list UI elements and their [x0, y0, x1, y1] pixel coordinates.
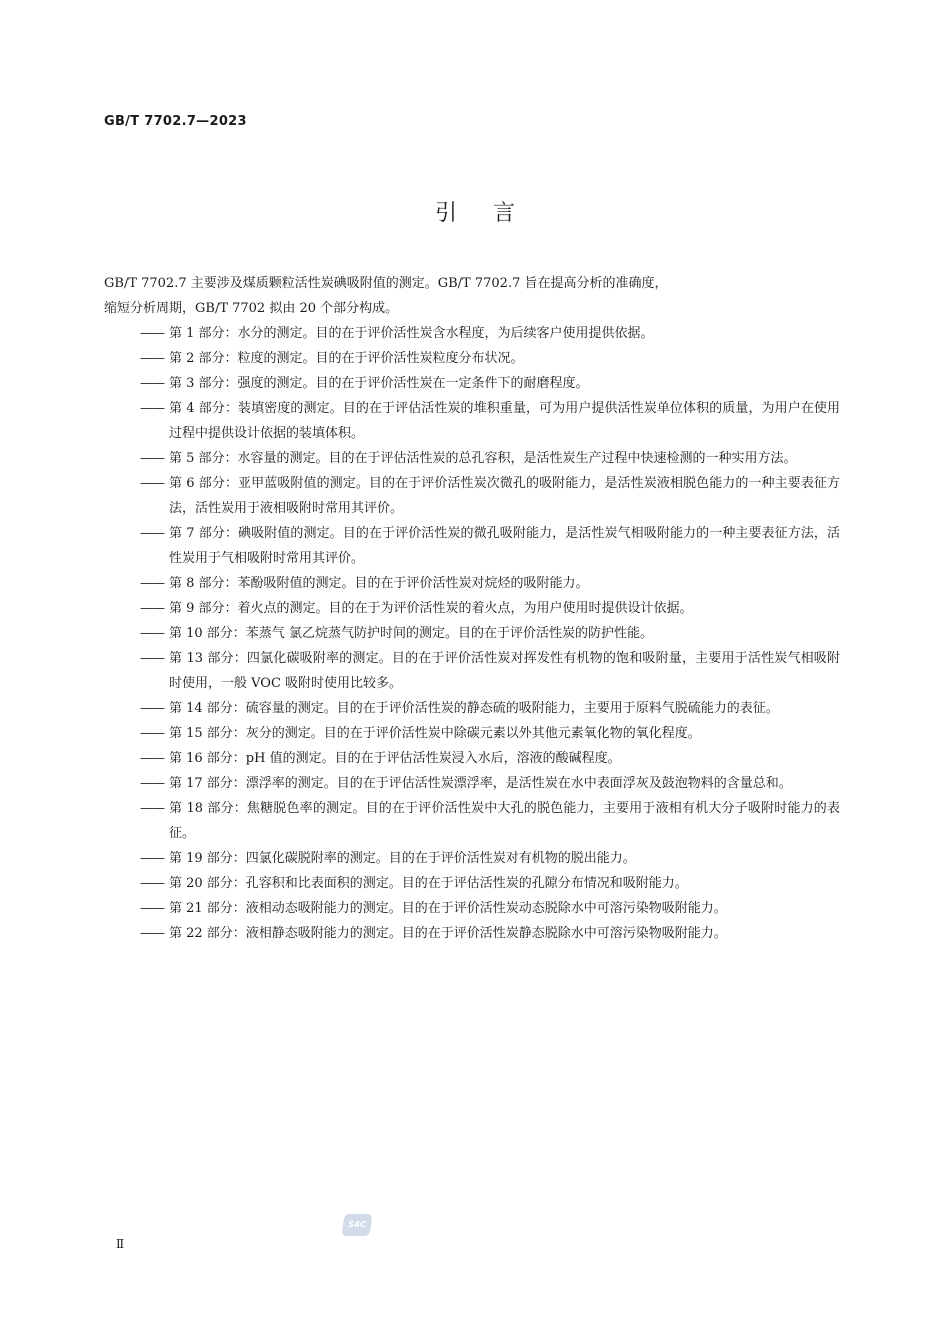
- part-description: 第 6 部分：亚甲蓝吸附值的测定。目的在于评价活性炭次微孔的吸附能力，是活性炭液相脱色能力的一种主要表征方法，活性炭用于液相吸附时常用其评价。: [169, 476, 840, 516]
- part-description: 第 10 部分：苯蒸气 氯乙烷蒸气防护时间的测定。目的在于评价活性炭的防护性能。: [169, 626, 653, 641]
- part-list-item: [140, 596, 840, 621]
- part-list-item: [140, 346, 840, 371]
- intro-line-1: GB/T 7702.7 主要涉及煤质颗粒活性炭碘吸附值的测定。GB/T 7702.7 旨在提高分析的准确度，: [104, 276, 668, 291]
- part-description: 第 16 部分：pH 值的测定。目的在于评估活性炭浸入水后，溶液的酸碱程度。: [169, 751, 621, 766]
- em-dash-marker: ——: [140, 701, 164, 716]
- em-dash-marker: ——: [140, 801, 164, 816]
- part-list-item: [140, 646, 840, 696]
- intro-paragraph: [104, 271, 840, 321]
- part-list-item: [140, 521, 840, 571]
- part-description: 第 4 部分：装填密度的测定。目的在于评估活性炭的堆积重量，可为用户提供活性炭单位体积的质量，为用户在使用过程中提供设计依据的装填体积。: [169, 401, 840, 441]
- part-list-item: [140, 371, 840, 396]
- part-description: 第 17 部分：漂浮率的测定。目的在于评估活性炭漂浮率，是活性炭在水中表面浮灰及鼓泡物料的含量总和。: [169, 776, 792, 791]
- part-list-item: [140, 771, 840, 796]
- page-number: Ⅱ: [116, 1237, 125, 1251]
- standard-code-header: GB/T 7702.7—2023: [104, 114, 247, 129]
- part-list-item: [140, 846, 840, 871]
- part-description: 第 18 部分：焦糖脱色率的测定。目的在于评价活性炭中大孔的脱色能力，主要用于液相有机大分子吸附时能力的表征。: [169, 801, 840, 841]
- em-dash-marker: ——: [140, 326, 164, 341]
- part-list-item: [140, 696, 840, 721]
- parts-list: [140, 321, 840, 946]
- part-description: 第 19 部分：四氯化碳脱附率的测定。目的在于评价活性炭对有机物的脱出能力。: [169, 851, 636, 866]
- part-list-item: [140, 571, 840, 596]
- em-dash-marker: ——: [140, 651, 164, 666]
- part-list-item: [140, 471, 840, 521]
- em-dash-marker: ——: [140, 401, 164, 416]
- em-dash-marker: ——: [140, 451, 164, 466]
- em-dash-marker: ——: [140, 526, 164, 541]
- em-dash-marker: ——: [140, 726, 164, 741]
- part-description: 第 21 部分：液相动态吸附能力的测定。目的在于评价活性炭动态脱除水中可溶污染物吸附能力。: [169, 901, 727, 916]
- part-list-item: [140, 921, 840, 946]
- part-description: 第 14 部分：硫容量的测定。目的在于评价活性炭的静态硫的吸附能力，主要用于原料气脱硫能力的表征。: [169, 701, 779, 716]
- part-list-item: [140, 396, 840, 446]
- em-dash-marker: ——: [140, 601, 164, 616]
- part-description: 第 9 部分：着火点的测定。目的在于为评价活性炭的着火点，为用户使用时提供设计依据。: [169, 601, 693, 616]
- document-body: [104, 271, 840, 946]
- part-description: 第 1 部分：水分的测定。目的在于评价活性炭含水程度，为后续客户使用提供依据。: [169, 326, 654, 341]
- em-dash-marker: ——: [140, 901, 164, 916]
- part-description: 第 2 部分：粒度的测定。目的在于评价活性炭粒度分布状况。: [169, 351, 524, 366]
- em-dash-marker: ——: [140, 776, 164, 791]
- em-dash-marker: ——: [140, 376, 164, 391]
- part-description: 第 7 部分：碘吸附值的测定。目的在于评价活性炭的微孔吸附能力，是活性炭气相吸附能力的一种主要表征方法，活性炭用于气相吸附时常用其评价。: [169, 526, 840, 566]
- part-description: 第 13 部分：四氯化碳吸附率的测定。目的在于评价活性炭对挥发性有机物的饱和吸附量，主要用于活性炭气相吸附时使用，一般 VOC 吸附时使用比较多。: [169, 651, 840, 691]
- part-list-item: [140, 721, 840, 746]
- page-title: 引言: [434, 201, 551, 226]
- part-list-item: [140, 621, 840, 646]
- part-description: 第 20 部分：孔容积和比表面积的测定。目的在于评估活性炭的孔隙分布情况和吸附能力。: [169, 876, 688, 891]
- em-dash-marker: ——: [140, 751, 164, 766]
- intro-line-2: 缩短分析周期，GB/T 7702 拟由 20 个部分构成。: [104, 301, 399, 316]
- part-description: 第 15 部分：灰分的测定。目的在于评价活性炭中除碳元素以外其他元素氧化物的氧化程度。: [169, 726, 701, 741]
- em-dash-marker: ——: [140, 576, 164, 591]
- part-list-item: [140, 796, 840, 846]
- part-list-item: [140, 896, 840, 921]
- em-dash-marker: ——: [140, 876, 164, 891]
- em-dash-marker: ——: [140, 626, 164, 641]
- part-description: 第 3 部分：强度的测定。目的在于评价活性炭在一定条件下的耐磨程度。: [169, 376, 589, 391]
- em-dash-marker: ——: [140, 476, 164, 491]
- sac-logo-watermark: SAC: [341, 1214, 372, 1236]
- em-dash-marker: ——: [140, 851, 164, 866]
- part-list-item: [140, 871, 840, 896]
- part-description: 第 22 部分：液相静态吸附能力的测定。目的在于评价活性炭静态脱除水中可溶污染物吸附能力。: [169, 926, 727, 941]
- part-description: 第 8 部分：苯酚吸附值的测定。目的在于评价活性炭对烷烃的吸附能力。: [169, 576, 589, 591]
- part-description: 第 5 部分：水容量的测定。目的在于评估活性炭的总孔容积，是活性炭生产过程中快速检测的一种实用方法。: [169, 451, 797, 466]
- part-list-item: [140, 446, 840, 471]
- em-dash-marker: ——: [140, 926, 164, 941]
- em-dash-marker: ——: [140, 351, 164, 366]
- part-list-item: [140, 321, 840, 346]
- part-list-item: [140, 746, 840, 771]
